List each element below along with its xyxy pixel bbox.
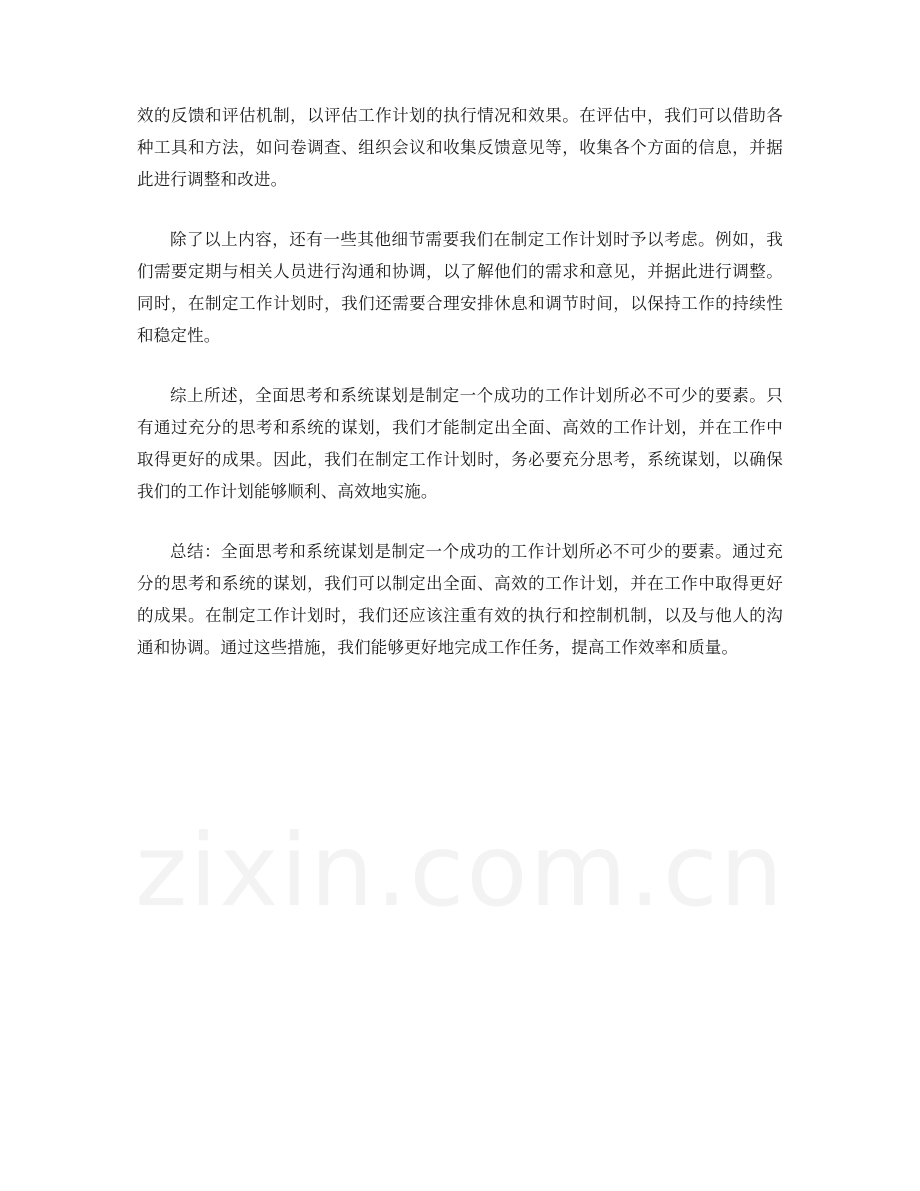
paragraph-2: 除了以上内容，还有一些其他细节需要我们在制定工作计划时予以考虑。例如，我们需要定期与相关人员进行沟通和协调，以了解他们的需求和意见，并据此进行调整。同时，在制定工作计划时，我们还需要合理安排休息和调节时间，以保持工作的持续性和稳定性。 <box>137 230 783 345</box>
paragraph-4: 总结：全面思考和系统谋划是制定一个成功的工作计划所必不可少的要素。通过充分的思考和系统的谋划，我们可以制定出全面、高效的工作计划，并在工作中取得更好的成果。在制定工作计划时，我们还应该注重有效的执行和控制机制，以及与他人的沟通和协调。通过这些措施，我们能够更好地完成工作任务，提高工作效率和质量。 <box>137 542 783 657</box>
paragraph-3: 综上所述，全面思考和系统谋划是制定一个成功的工作计划所必不可少的要素。只有通过充分的思考和系统的谋划，我们才能制定出全面、高效的工作计划，并在工作中取得更好的成果。因此，我们在制定工作计划时，务必要充分思考，系统谋划，以确保我们的工作计划能够顺利、高效地实施。 <box>137 386 783 501</box>
watermark <box>0 812 920 929</box>
document-body <box>137 100 783 692</box>
paragraph-1: 效的反馈和评估机制，以评估工作计划的执行情况和效果。在评估中，我们可以借助各种工具和方法，如问卷调查、组织会议和收集反馈意见等，收集各个方面的信息，并据此进行调整和改进。 <box>137 106 783 189</box>
